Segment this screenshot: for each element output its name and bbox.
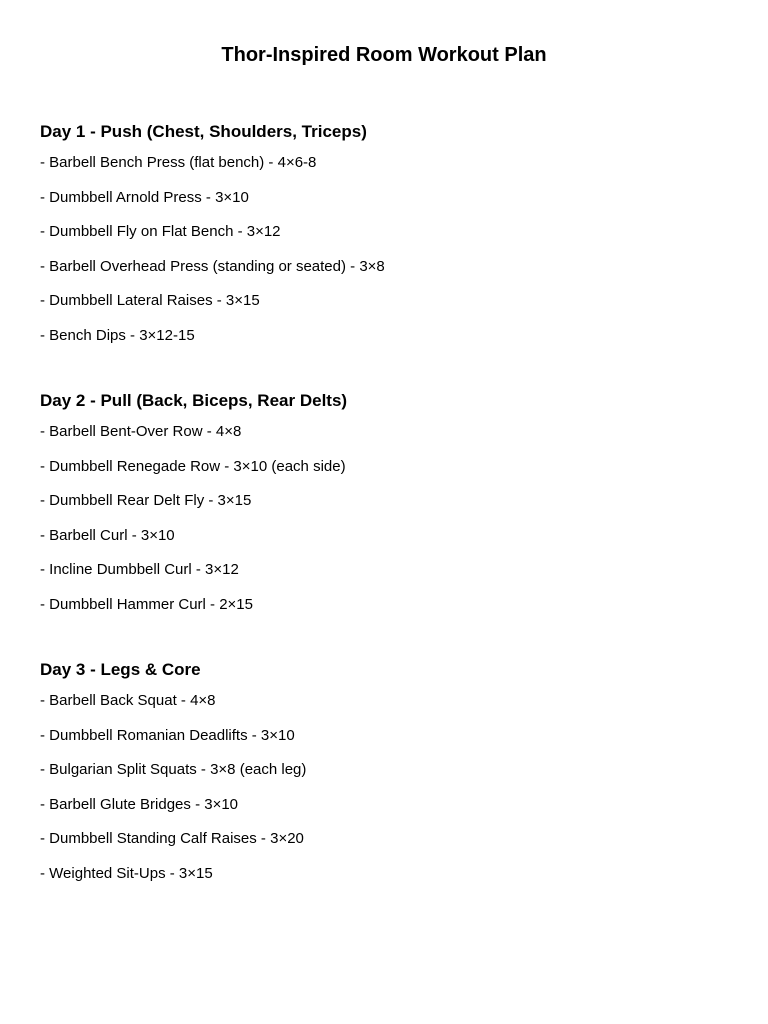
exercise-item: - Bench Dips - 3×12-15 — [40, 326, 195, 344]
day-3-exercise-list — [40, 691, 740, 884]
exercise-item: - Dumbbell Hammer Curl - 2×15 — [40, 595, 253, 613]
page-title: Thor-Inspired Room Workout Plan — [221, 44, 547, 66]
day-1-section — [40, 121, 740, 346]
exercise-item: - Incline Dumbbell Curl - 3×12 — [40, 561, 239, 579]
exercise-item: - Dumbbell Rear Delt Fly - 3×15 — [40, 492, 252, 510]
exercise-item: - Barbell Back Squat - 4×8 — [40, 692, 216, 709]
exercise-item: - Barbell Bent-Over Row - 4×8 — [40, 423, 242, 440]
exercise-item: - Weighted Sit-Ups - 3×15 — [40, 864, 213, 882]
exercise-item: - Barbell Bench Press (flat bench) - 4×6-8 — [40, 154, 317, 171]
day-2-exercise-list — [40, 422, 740, 615]
exercise-item: - Dumbbell Standing Calf Raises - 3×20 — [40, 830, 304, 848]
exercise-item: - Dumbbell Lateral Raises - 3×15 — [40, 292, 260, 310]
exercise-item: - Dumbbell Arnold Press - 3×10 — [40, 188, 249, 206]
exercise-item: - Barbell Curl - 3×10 — [40, 526, 175, 544]
day-1-exercise-list — [40, 153, 740, 346]
day-2-section — [40, 390, 740, 615]
day-3-heading: Day 3 - Legs & Core — [40, 660, 201, 679]
exercise-item: - Dumbbell Renegade Row - 3×10 (each side) — [40, 457, 346, 475]
exercise-item: - Dumbbell Romanian Deadlifts - 3×10 — [40, 726, 295, 744]
day-2-heading: Day 2 - Pull (Back, Biceps, Rear Delts) — [40, 391, 348, 410]
day-3-section — [40, 659, 740, 884]
exercise-item: - Bulgarian Split Squats - 3×8 (each leg) — [40, 761, 307, 779]
exercise-item: - Dumbbell Fly on Flat Bench - 3×12 — [40, 223, 281, 241]
day-1-heading: Day 1 - Push (Chest, Shoulders, Triceps) — [40, 122, 367, 141]
exercise-item: - Barbell Glute Bridges - 3×10 — [40, 795, 239, 813]
exercise-item: - Barbell Overhead Press (standing or seated) - 3×8 — [40, 257, 385, 275]
